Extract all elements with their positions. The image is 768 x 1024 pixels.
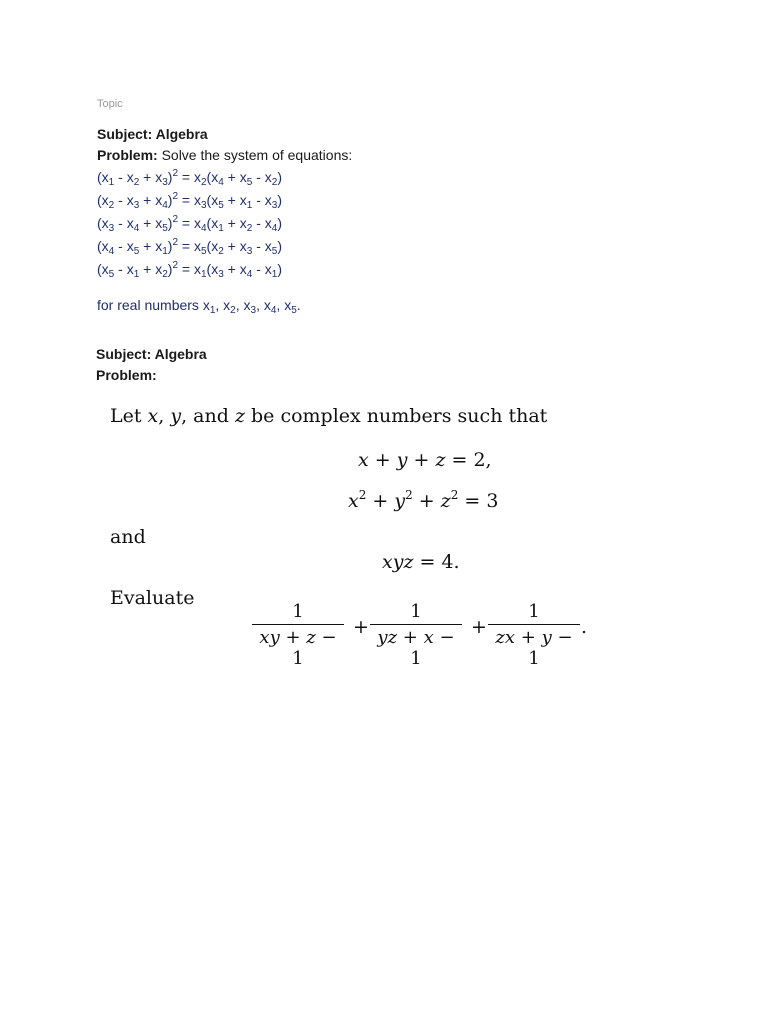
problem-1 [97,124,597,316]
plus-sign: + [471,616,487,638]
fraction-denominator: zx + y − 1 [495,627,573,669]
plus-sign: + [353,616,369,638]
subject-label-2: Subject: Algebra [96,346,207,362]
equation-3: $(x_3 - x_4 + x_5)^2 = x_4(x_1 + x_2 - x_4)$ [97,214,282,234]
subject-label: Subject: Algebra [97,126,208,142]
problem-label: Problem: [97,147,158,163]
fraction-denominator: xy + z − 1 [259,627,337,669]
fraction-numerator: 1 [528,601,540,622]
equation-product: xyz = 4. [382,551,460,573]
problem-intro-text: Solve the system of equations: [157,147,353,163]
fraction-1 [252,601,344,669]
equation-sum: x + y + z = 2, [358,449,492,471]
fraction-numerator: 1 [292,601,304,622]
equation-list [97,166,597,281]
real-numbers-line: for real numbers $x_1$, $x_2$, $x_3$, $x_4$, $x_5$. [97,297,301,316]
fraction-3 [488,601,580,669]
fraction-2 [370,601,462,669]
problem-2-intro: Let x, y, and z be complex numbers such that [110,405,548,427]
fraction-numerator: 1 [410,601,422,622]
problem-2-header [96,344,207,386]
equation-2: $(x_2 - x_3 + x_4)^2 = x_3(x_5 + x_1 - x_3)$ [97,191,282,211]
equation-1: $(x_1 - x_2 + x_3)^2 = x_2(x_4 + x_5 - x_2)$ [97,168,282,188]
fraction-denominator: yz + x − 1 [377,627,455,669]
final-period: . [581,616,588,638]
problem-label-2: Problem: [96,367,157,383]
equation-sum-squares: $x^2 + y^2 + z^2 = 3$ [348,488,499,512]
evaluate-label: Evaluate [110,587,195,609]
topic-label: Topic [97,98,123,110]
problem-intro [97,145,597,166]
equation-4: $(x_4 - x_5 + x_1)^2 = x_5(x_2 + x_3 - x_5)$ [97,237,282,257]
equation-5: $(x_5 - x_1 + x_2)^2 = x_1(x_3 + x_4 - x_1)$ [97,260,282,280]
and-label: and [110,526,146,548]
